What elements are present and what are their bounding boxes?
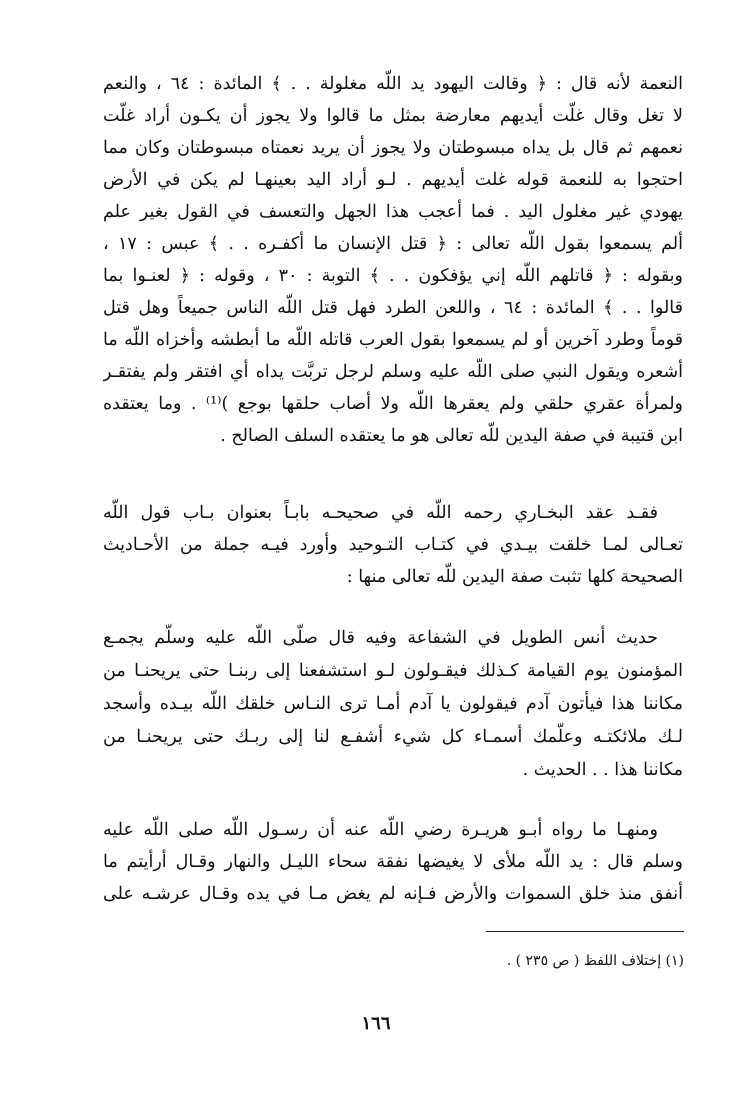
text-line: قوماً وطرد آخرين أو لم يسمعوا بقول العرب قاتله اللّه ما أبطشه وأخزاه اللّه ما	[103, 330, 683, 350]
text-line: ابن قتيبة في صفة اليدين للّه تعالى هو ما يعتقده السلف الصالح .	[220, 426, 683, 446]
text-line: ألم يسمعوا بقول اللّه تعالى : ﴿ قتل الإنسان ما أكفـره . . ﴾ عبس : ١٧ ،	[103, 234, 683, 254]
text-line: لـك ملائكتـه وعلّمك أسمـاء كل شيء أشفـع لنا إلى ربـك حتى يريحنـا من	[103, 727, 683, 747]
text-line: الصحيحة كلها تثبت صفة اليدين للّه تعالى منها :	[346, 567, 683, 587]
text-line: مكاننا هذا . . الحديث .	[522, 760, 683, 780]
text-line: قالوا . . ﴾ المائدة : ٦٤ ، واللعن الطرد فهل قتل اللّه الناس جميعاً وهل قتل	[103, 298, 683, 318]
text-line: أنفق منذ خلق السموات والأرض فـإنه لم يغض مـا في يده وقـال عرشـه على	[103, 884, 683, 904]
text-line: وسلم قال : يد اللّه ملأى لا يغيضها نفقة سحاء الليـل والنهار وقـال أرأيتم ما	[103, 852, 683, 872]
text-line: احتجوا به للنعمة قوله غلت أيديهم . لـو أراد اليد بعينهـا لم يكن في الأرض	[103, 170, 683, 190]
text-line: أشعره ويقول النبي صلى اللّه عليه وسلم لرجل تربَّت يداه أي افتقر ولم يفتقـر	[103, 362, 683, 382]
text-line: ولمرأة عقري حلقي ولم يعقرها اللّه ولا أصاب حلقها بوجع )⁽¹⁾ . وما يعتقده	[103, 394, 683, 414]
text-line: ومنهـا ما رواه أبـو هريـرة رضي اللّه عنه أن رسـول اللّه صلى اللّه عليه	[103, 820, 658, 840]
text-line: النعمة لأنه قال : ﴿ وقالت اليهود يد اللّه مغلولة . . ﴾ المائدة : ٦٤ ، والنعم	[103, 74, 683, 94]
page-number: ١٦٦	[361, 1013, 391, 1034]
text-line: يهودي غير مغلول اليد . فما أعجب هذا الجهل والتعسف في القول بغير علم	[103, 202, 683, 222]
text-line: مكاننا هذا فيأتون آدم فيقولون يا آدم أمـا ترى النـاس خلقك اللّه بيـده وأسجد	[103, 694, 683, 714]
text-line: نعمهم ثم قال بل يداه مبسوطتان ولا يجوز أن يريد نعمتاه مبسوطتان وكان مما	[103, 138, 683, 158]
text-line: فقـد عقد البخـاري رحمه اللّه في صحيحـه بابـاً بعنوان بـاب قول اللّه	[103, 503, 658, 523]
footnote-divider	[486, 931, 684, 932]
text-line: لا تغل وقال غلّت أيديهم معارضة بمثل ما قالوا ولا يجوز أن يكـون أراد غلّت	[103, 106, 683, 126]
text-line: تعـالى لمـا خلقت بيـدي في كتـاب التـوحيد وأورد فيـه جملة من الأحـاديث	[103, 535, 683, 555]
text-line: المؤمنون يوم القيامة كـذلك فيقـولون لـو استشفعنا إلى ربنـا حتى يريحنـا من	[103, 661, 683, 681]
text-line: حديث أنس الطويل في الشفاعة وفيه قال صلّى اللّه عليه وسلّم يجمـع	[103, 628, 658, 648]
footnote: (١) إختلاف اللفظ ( ص ٢٣٥ ) .	[506, 953, 684, 969]
text-line: وبقوله : ﴿ قاتلهم اللّه إني يؤفكون . . ﴾ التوبة : ٣٠ ، وقوله : ﴿ لعنـوا بما	[103, 266, 683, 286]
